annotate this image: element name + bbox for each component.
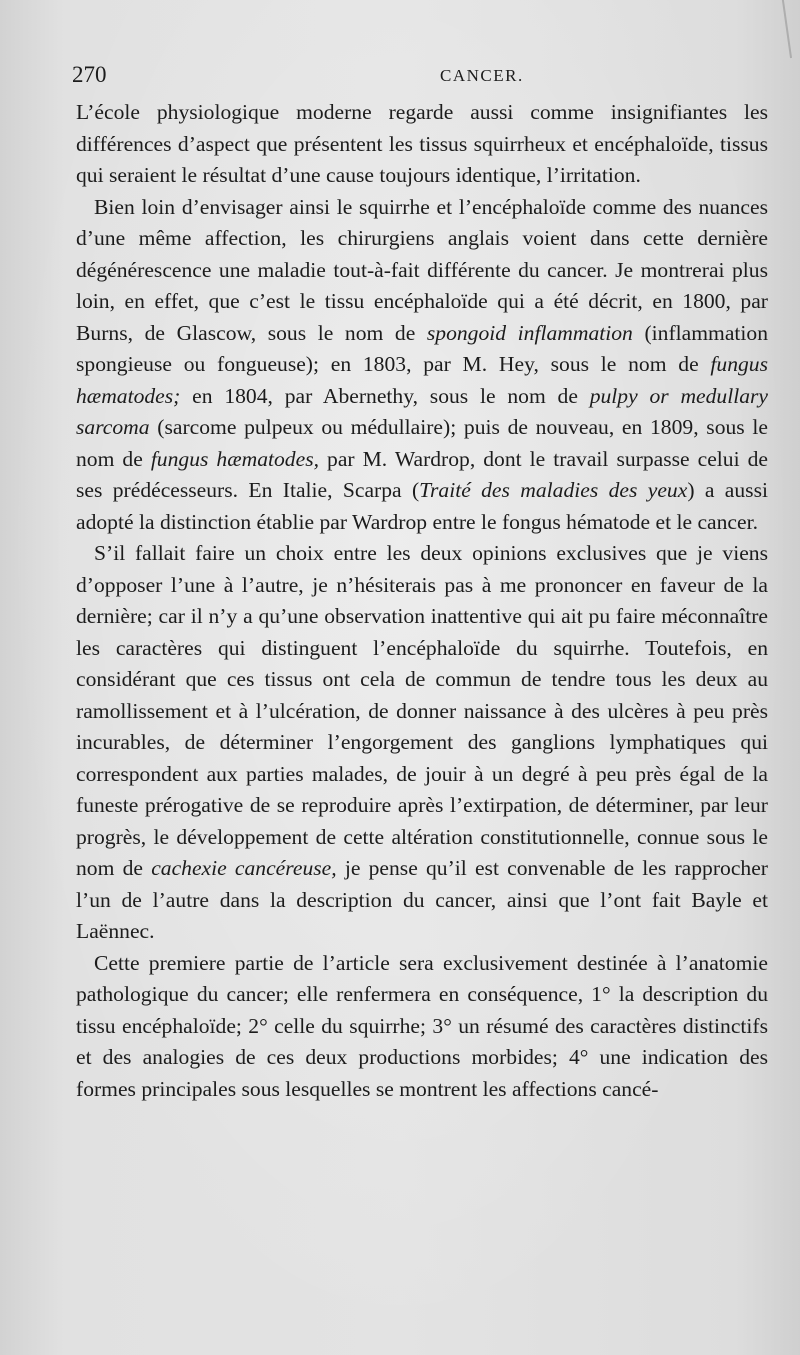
page-number: 270	[72, 62, 107, 87]
text-segment: Cette premiere partie de l’article sera exclusivement destinée à l’anatomie pathologique du cancer; elle renfermera en conséquence, 1° la description du tissu encéphaloïde; 2° celle du squirrhe; 3° un résumé des caractères distinctifs et des analogies de ces deux productions morbides; 4° une indication des formes principales sous lesquelles se montrent les affections cancé-	[76, 950, 768, 1101]
text-segment: L’école physiologique moderne regarde aussi comme insignifiantes les différences d’aspect que présentent les tissus squirrheux et encéphaloïde, tissus qui seraient le résultat d’une cause toujours identique, l’irritation.	[76, 100, 768, 187]
paragraph-1	[76, 97, 768, 192]
italic-title: Traité des maladies des yeux	[419, 478, 688, 502]
text-segment: par M. Wardrop, dont le travail surpasse celui de ses prédécesseurs. En Italie, Scarpa (	[76, 446, 768, 502]
page-header	[72, 62, 772, 92]
paragraph-2	[76, 192, 768, 539]
text-segment: je pense qu’il est convenable de les rapprocher l’un de l’autre dans la description du cancer, ainsi que l’ont fait Bayle et Laënnec.	[76, 856, 768, 943]
text-segment: en 1804, par Abernethy, sous le nom de	[180, 383, 590, 408]
paragraph-4	[76, 948, 768, 1106]
italic-term: fungus hæmatodes,	[150, 446, 319, 471]
text-segment: (sarcome pulpeux ou médullaire); puis de nouveau, en 1809, sous le nom de	[76, 415, 768, 471]
page-edge-mark	[758, 0, 792, 62]
text-segment: (inflammation spongieuse ou fongueuse); en 1803, par M. Hey, sous le nom de	[76, 320, 768, 376]
running-head: CANCER.	[440, 66, 524, 85]
text-segment: S’il fallait faire un choix entre les deux opinions exclusives que je viens d’opposer l’une à l’autre, je n’hésiterais pas à me prononcer en faveur de la dernière; car il n’y a qu’une observation inattentive qui ait pu faire méconnaître les caractères qui distinguent l’encéphaloïde du squirrhe. Toutefois, en considérant que ces tissus ont cela de commun de tendre tous les deux au ramollissement et à l’ulcération, de donner naissance à des ulcères à peu près incurables, de déterminer l’engorgement des ganglions lymphatiques qui correspondent aux parties malades, de jouir à un degré à peu près égal de la funeste prérogative de se reproduire après l’extirpation, de déterminer, par leur progrès, le développement de cette altération constitutionnelle, connue sous le nom de	[76, 541, 768, 880]
paragraph-3	[76, 538, 768, 948]
italic-term: spongoid inflammation	[426, 320, 633, 345]
italic-term: cachexie cancéreuse,	[151, 856, 337, 880]
body-text	[76, 97, 768, 1105]
italic-term: pulpy or medullary sarcoma	[76, 383, 769, 439]
text-segment: ) a aussi adopté la distinction établie par Wardrop entre le fongus hématode et le cancer.	[76, 478, 768, 534]
text-segment: Bien loin d’envisager ainsi le squirrhe et l’encéphaloïde comme des nuances d’une même affection, les chirurgiens anglais voient dans cette dernière dégénérescence une maladie tout-à-fait différente du cancer. Je montrerai plus loin, en effet, que c’est le tissu encéphaloïde qui a été décrit, en 1800, par Burns, de Glascow, sous le nom de	[76, 194, 768, 345]
italic-term: fungus hæmatodes;	[76, 352, 768, 408]
